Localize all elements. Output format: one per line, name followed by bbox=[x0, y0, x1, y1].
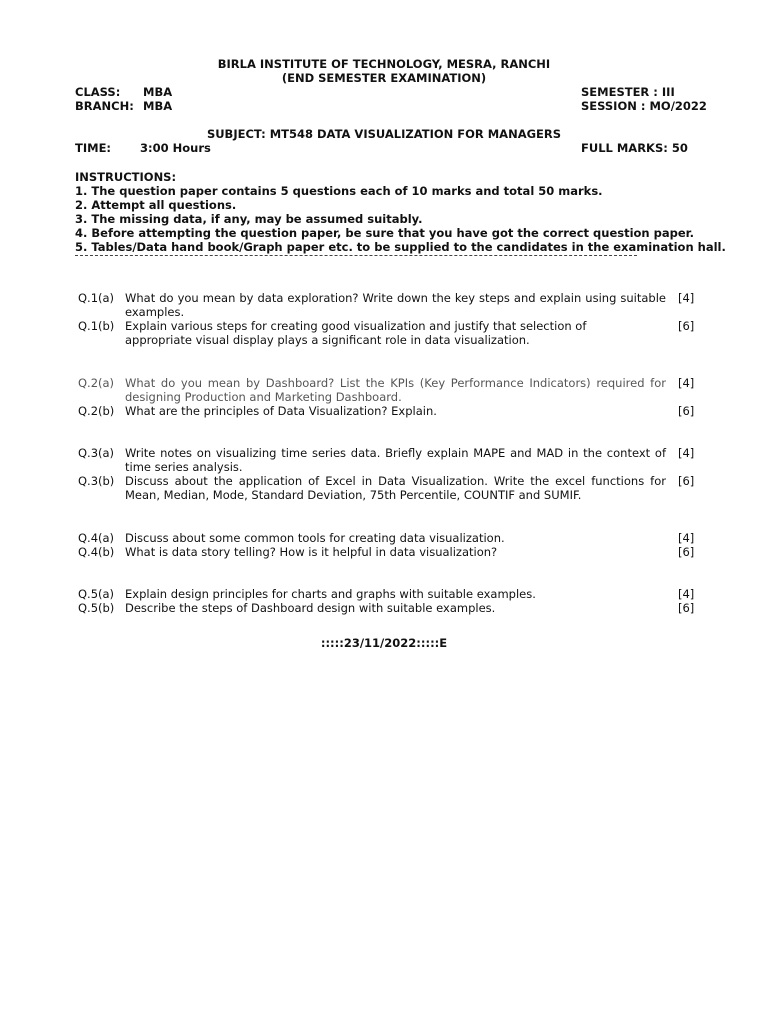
instruction-item: 1. The question paper contains 5 questions each of 10 marks and total 50 marks. bbox=[75, 184, 603, 198]
instruction-item: 5. Tables/Data hand book/Graph paper etc. to be supplied to the candidates in the examination hall. bbox=[75, 240, 726, 254]
question-text: Write notes on visualizing time series data. Briefly explain MAPE and MAD in the context of time series analysis. bbox=[125, 446, 666, 474]
question-number: Q.3(a) bbox=[78, 446, 115, 460]
question-marks: [4] bbox=[678, 446, 695, 460]
question-text: What are the principles of Data Visualization? Explain. bbox=[125, 404, 437, 418]
class-label: CLASS: bbox=[75, 85, 121, 99]
question-marks: [4] bbox=[678, 587, 695, 601]
separator-line bbox=[75, 255, 637, 256]
exam-title: (END SEMESTER EXAMINATION) bbox=[281, 71, 487, 85]
time-label: TIME: bbox=[75, 141, 112, 155]
instruction-item: 3. The missing data, if any, may be assumed suitably. bbox=[75, 212, 423, 226]
time-value: 3:00 Hours bbox=[140, 141, 211, 155]
question-marks: [4] bbox=[678, 531, 695, 545]
question-number: Q.3(b) bbox=[78, 474, 115, 488]
question-marks: [6] bbox=[678, 474, 695, 488]
question-number: Q.4(b) bbox=[78, 545, 115, 559]
question-marks: [6] bbox=[678, 319, 695, 333]
instructions-block bbox=[75, 170, 726, 254]
institute-title: BIRLA INSTITUTE OF TECHNOLOGY, MESRA, RANCHI bbox=[217, 57, 551, 71]
question-number: Q.5(b) bbox=[78, 601, 115, 615]
branch-label: BRANCH: bbox=[75, 99, 134, 113]
question-text: Discuss about the application of Excel in Data Visualization. Write the excel functions for Mean, Median, Mode, Standard Deviation, 75th Percentile, COUNTIF and SUMIF. bbox=[125, 474, 666, 502]
question-marks: [6] bbox=[678, 545, 695, 559]
instruction-item: 2. Attempt all questions. bbox=[75, 198, 237, 212]
class-value: MBA bbox=[143, 85, 173, 99]
question-number: Q.2(a) bbox=[78, 376, 115, 390]
question-number: Q.2(b) bbox=[78, 404, 115, 418]
footer-date: :::::23/11/2022:::::E bbox=[320, 636, 448, 650]
question-marks: [6] bbox=[678, 601, 695, 615]
question-text: Explain design principles for charts and graphs with suitable examples. bbox=[125, 587, 536, 601]
question-text: What do you mean by Dashboard? List the KPIs (Key Performance Indicators) required for designing Production and Marketing Dashboard. bbox=[125, 376, 666, 404]
instruction-item: 4. Before attempting the question paper, be sure that you have got the correct question paper. bbox=[75, 226, 695, 240]
question-text: Describe the steps of Dashboard design with suitable examples. bbox=[125, 601, 496, 615]
question-marks: [4] bbox=[678, 291, 695, 305]
branch-value: MBA bbox=[143, 99, 173, 113]
question-number: Q.1(a) bbox=[78, 291, 115, 305]
question-text: What do you mean by data exploration? Write down the key steps and explain using suitable examples. bbox=[125, 291, 666, 319]
instructions-title: INSTRUCTIONS: bbox=[75, 170, 177, 184]
question-text: Explain various steps for creating good visualization and justify that selection of appropriate visual display plays a significant role in data visualization. bbox=[125, 319, 587, 347]
question-text: What is data story telling? How is it helpful in data visualization? bbox=[125, 545, 498, 559]
full-marks: FULL MARKS: 50 bbox=[581, 141, 688, 155]
question-marks: [4] bbox=[678, 376, 695, 390]
session-info: SESSION : MO/2022 bbox=[581, 99, 707, 113]
question-number: Q.1(b) bbox=[78, 319, 115, 333]
question-text: Discuss about some common tools for creating data visualization. bbox=[125, 531, 505, 545]
subject-title: SUBJECT: MT548 DATA VISUALIZATION FOR MANAGERS bbox=[206, 127, 562, 141]
question-number: Q.4(a) bbox=[78, 531, 115, 545]
question-number: Q.5(a) bbox=[78, 587, 115, 601]
question-marks: [6] bbox=[678, 404, 695, 418]
semester-info: SEMESTER : III bbox=[581, 85, 675, 99]
